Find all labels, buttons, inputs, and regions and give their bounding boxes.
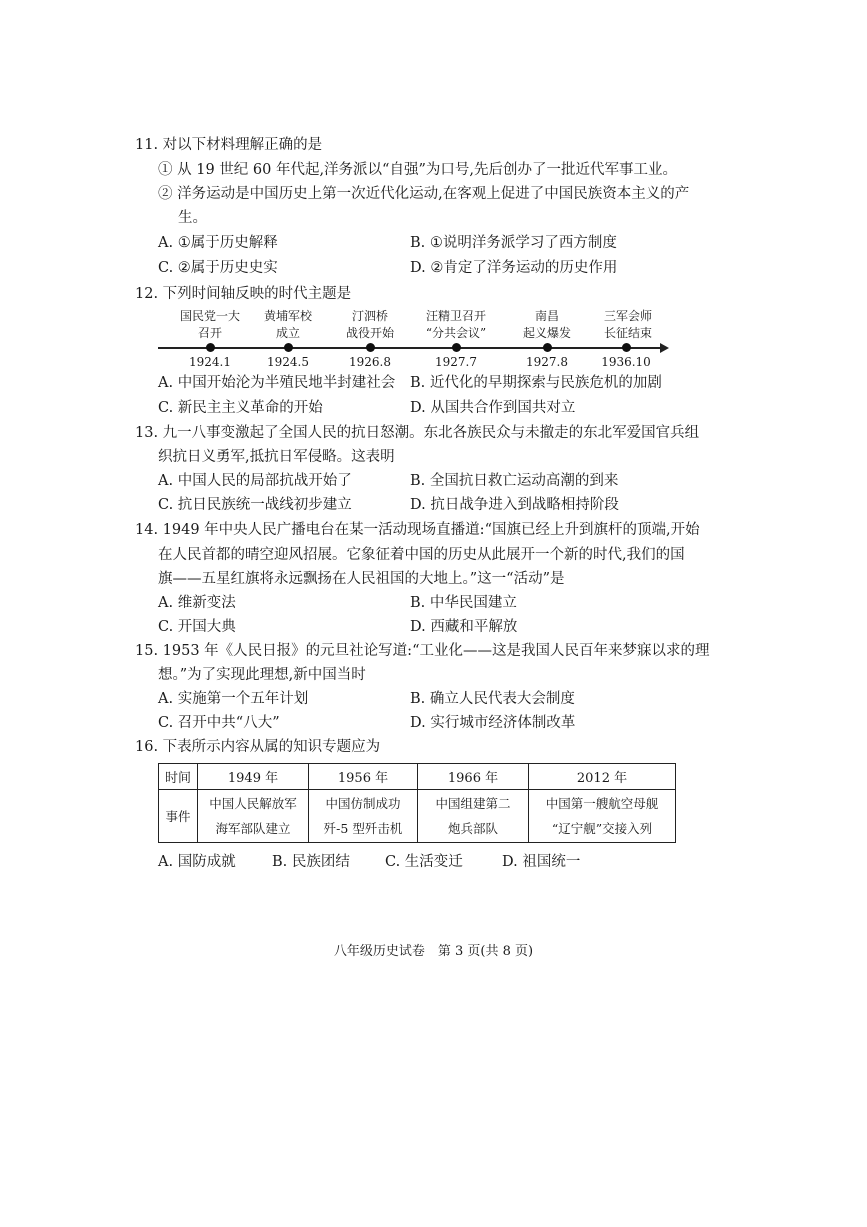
q13-option-a: A. 中国人民的局部抗战开始了 — [158, 473, 352, 489]
q16-events-table — [158, 763, 676, 843]
q16-stem: 16. 下表所示内容从属的知识专题应为 — [135, 739, 381, 755]
table-event-line: 中国仿制成功 — [325, 796, 401, 811]
q13-option-b: B. 全国抗日救亡运动高潮的到来 — [410, 473, 619, 489]
q14-option-c: C. 开国大典 — [158, 619, 236, 635]
q14-stem-line2: 在人民首都的晴空迎风招展。它象征着中国的历史从此展开一个新的时代,我们的国 — [158, 547, 685, 563]
table-event-line: 中国第一艘航空母舰 — [545, 796, 659, 811]
timeline-dot — [622, 343, 631, 352]
page-footer: 八年级历史试卷 第 3 页(共 8 页) — [333, 944, 534, 959]
table-event-cell — [309, 790, 418, 843]
q12-option-c: C. 新民主主义革命的开始 — [158, 400, 323, 416]
timeline-dot — [284, 343, 293, 352]
table-event-line: 中国组建第二 — [435, 796, 511, 811]
timeline-dot — [206, 343, 215, 352]
timeline-event-4 — [406, 308, 506, 342]
table-year-cell: 2012 年 — [529, 764, 676, 790]
table-event-line: 海军部队建立 — [215, 821, 291, 836]
timeline-dot — [452, 343, 461, 352]
q12-option-d: D. 从国共合作到国共对立 — [410, 400, 576, 416]
q13-option-d: D. 抗日战争进入到战略相持阶段 — [410, 497, 619, 513]
q14-stem-line1: 14. 1949 年中央人民广播电台在某一活动现场直播道:“国旗已经上升到旗杆的顶端,开始 — [135, 522, 700, 538]
table-event-cell — [529, 790, 676, 843]
timeline-event-2-line1: 黄埔军校 — [263, 309, 312, 323]
table-header-row — [159, 764, 676, 790]
table-event-cell — [418, 790, 529, 843]
q11-material-2-cont: 生。 — [178, 210, 207, 226]
table-year-cell: 1956 年 — [309, 764, 418, 790]
table-header-time: 时间 — [159, 764, 198, 790]
table-event-line: 歼-5 型歼击机 — [323, 821, 403, 836]
q14-option-b: B. 中华民国建立 — [410, 595, 517, 611]
q11-stem: 11. 对以下材料理解正确的是 — [135, 137, 323, 153]
q16-option-c: C. 生活变迁 — [385, 854, 463, 870]
timeline-event-6 — [578, 308, 678, 342]
q14-option-a: A. 维新变法 — [158, 595, 236, 611]
timeline-year-4: 1927.7 — [435, 355, 477, 369]
q11-material-1: ① 从 19 世纪 60 年代起,洋务派以“自强”为口号,先后创办了一批近代军事工业。 — [158, 162, 677, 178]
timeline-event-4-line1: 汪精卫召开 — [425, 309, 486, 323]
timeline-event-4-line2: “分共会议” — [425, 326, 487, 340]
q11-option-a: A. ①属于历史解释 — [158, 235, 278, 251]
q15-option-d: D. 实行城市经济体制改革 — [410, 715, 576, 731]
timeline-dot — [543, 343, 552, 352]
table-year-cell: 1949 年 — [198, 764, 309, 790]
timeline-axis — [158, 347, 664, 349]
timeline-year-3: 1926.8 — [349, 355, 391, 369]
q15-option-a: A. 实施第一个五年计划 — [158, 691, 309, 707]
table-row — [159, 790, 676, 843]
timeline-dot — [366, 343, 375, 352]
timeline-year-1: 1924.1 — [189, 355, 231, 369]
q11-option-d: D. ②肯定了洋务运动的历史作用 — [410, 260, 618, 276]
q12-option-b: B. 近代化的早期探索与民族危机的加剧 — [410, 375, 662, 391]
table-year-cell: 1966 年 — [418, 764, 529, 790]
timeline-year-5: 1927.8 — [526, 355, 568, 369]
table-event-line: “辽宁舰”交接入列 — [551, 821, 653, 836]
table-event-line: 炮兵部队 — [447, 821, 498, 836]
timeline-event-6-line2: 长征结束 — [603, 326, 652, 340]
q11-option-b: B. ①说明洋务派学习了西方制度 — [410, 235, 617, 251]
timeline-event-2-line2: 成立 — [275, 326, 300, 340]
timeline-event-1-line1: 国民党一大 — [179, 309, 240, 323]
q13-stem-line1: 13. 九一八事变激起了全国人民的抗日怒潮。东北各族民众与未撤走的东北军爱国官兵组 — [135, 425, 700, 441]
timeline-event-3-line2: 战役开始 — [345, 326, 394, 340]
timeline-event-6-line1: 三军会师 — [603, 309, 652, 323]
timeline-year-2: 1924.5 — [267, 355, 309, 369]
table-header-event: 事件 — [159, 790, 198, 843]
timeline-event-3 — [320, 308, 420, 342]
table-event-line: 中国人民解放军 — [209, 796, 297, 811]
q12-option-a: A. 中国开始沦为半殖民地半封建社会 — [158, 375, 396, 391]
q13-option-c: C. 抗日民族统一战线初步建立 — [158, 497, 352, 513]
timeline-arrow-icon — [660, 343, 669, 353]
q15-option-b: B. 确立人民代表大会制度 — [410, 691, 575, 707]
q16-option-b: B. 民族团结 — [272, 854, 350, 870]
timeline-event-1-line2: 召开 — [197, 326, 222, 340]
q16-option-a: A. 国防成就 — [158, 854, 236, 870]
q15-stem-line2: 想。”为了实现此理想,新中国当时 — [158, 667, 366, 683]
q11-material-2: ② 洋务运动是中国历史上第一次近代化运动,在客观上促进了中国民族资本主义的产 — [158, 186, 690, 202]
timeline-year-6: 1936.10 — [601, 355, 651, 369]
timeline-event-5-line2: 起义爆发 — [522, 326, 571, 340]
q14-option-d: D. 西藏和平解放 — [410, 619, 518, 635]
timeline-event-5-line1: 南昌 — [534, 309, 559, 323]
q16-option-d: D. 祖国统一 — [502, 854, 581, 870]
q15-stem-line1: 15. 1953 年《人民日报》的元旦社论写道:“工业化——这是我国人民百年来梦寐以求的理 — [135, 643, 710, 659]
q12-stem: 12. 下列时间轴反映的时代主题是 — [135, 286, 352, 302]
q14-stem-line3: 旗——五星红旗将永远飘扬在人民祖国的大地上。”这一“活动”是 — [158, 571, 565, 587]
q11-option-c: C. ②属于历史史实 — [158, 260, 278, 276]
table-event-cell — [198, 790, 309, 843]
q13-stem-line2: 织抗日义勇军,抵抗日军侵略。这表明 — [158, 449, 395, 465]
q15-option-c: C. 召开中共“八大” — [158, 715, 280, 731]
timeline-event-3-line1: 汀泗桥 — [351, 309, 388, 323]
